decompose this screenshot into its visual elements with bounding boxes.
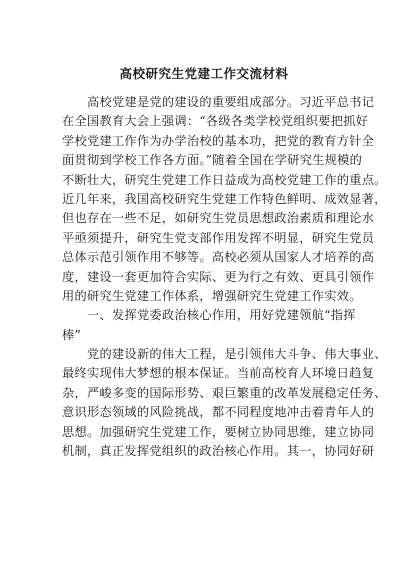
paragraph-line: 度，建设一套更加符合实际、更为行之有效、更具引领作 bbox=[62, 269, 375, 284]
section-heading-line: 一、发挥党委政治核心作用，用好党建领航“指挥 bbox=[87, 308, 356, 323]
paragraph-line: 高校党建是党的建设的重要组成部分。习近平总书记 bbox=[87, 95, 375, 109]
paragraph-line: 但也存在一些不足，如研究生党员思想政治素质和理论水 bbox=[62, 211, 375, 226]
paragraph-line: 不断壮大，研究生党建工作日益成为高校党建工作的重点。 bbox=[62, 172, 387, 187]
paragraph-line: 机制，真正发挥党组织的政治核心作用。其一，协同好研 bbox=[62, 444, 375, 459]
document-title: 高校研究生党建工作交流材料 bbox=[119, 66, 289, 81]
paragraph-line: 在全国教育大会上强调：“各级各类学校党组织要把抓好 bbox=[62, 114, 369, 129]
paragraph-line: 平亟须提升，研究生党支部作用发挥不明显，研究生党员 bbox=[62, 230, 375, 245]
paragraph-line: 用的研究生党建工作体系，增强研究生党建工作实效。 bbox=[62, 288, 362, 303]
paragraph-line: 杂，严峻多变的国际形势、艰巨繁重的改革发展稳定任务、 bbox=[62, 385, 387, 400]
paragraph-line: 学校党建工作作为办学治校的基本功，把党的教育方针全 bbox=[62, 133, 375, 148]
paragraph-line: 最终实现伟大梦想的根本保证。当前高校育人环境日趋复 bbox=[62, 366, 375, 381]
document-body bbox=[62, 93, 387, 461]
paragraph-line: 思想。加强研究生党建工作，要树立协同思维，建立协同 bbox=[62, 424, 375, 439]
paragraph-line: 党的建设新的伟大工程，是引领伟大斗争、伟大事业、 bbox=[87, 347, 387, 362]
paragraph-line: 面贯彻到学校工作各方面。”随着全国在学研究生规模的 bbox=[62, 153, 363, 168]
paragraph-line: 意识形态领域的风险挑战，都不同程度地冲击着青年人的 bbox=[62, 405, 375, 420]
paragraph-line: 总体示范引领作用不够等。高校必须从国家人才培养的高 bbox=[62, 250, 375, 265]
section-heading-line: 棒” bbox=[62, 327, 82, 342]
paragraph-line: 近几年来，我国高校研究生党建工作特色鲜明、成效显著， bbox=[62, 191, 387, 206]
